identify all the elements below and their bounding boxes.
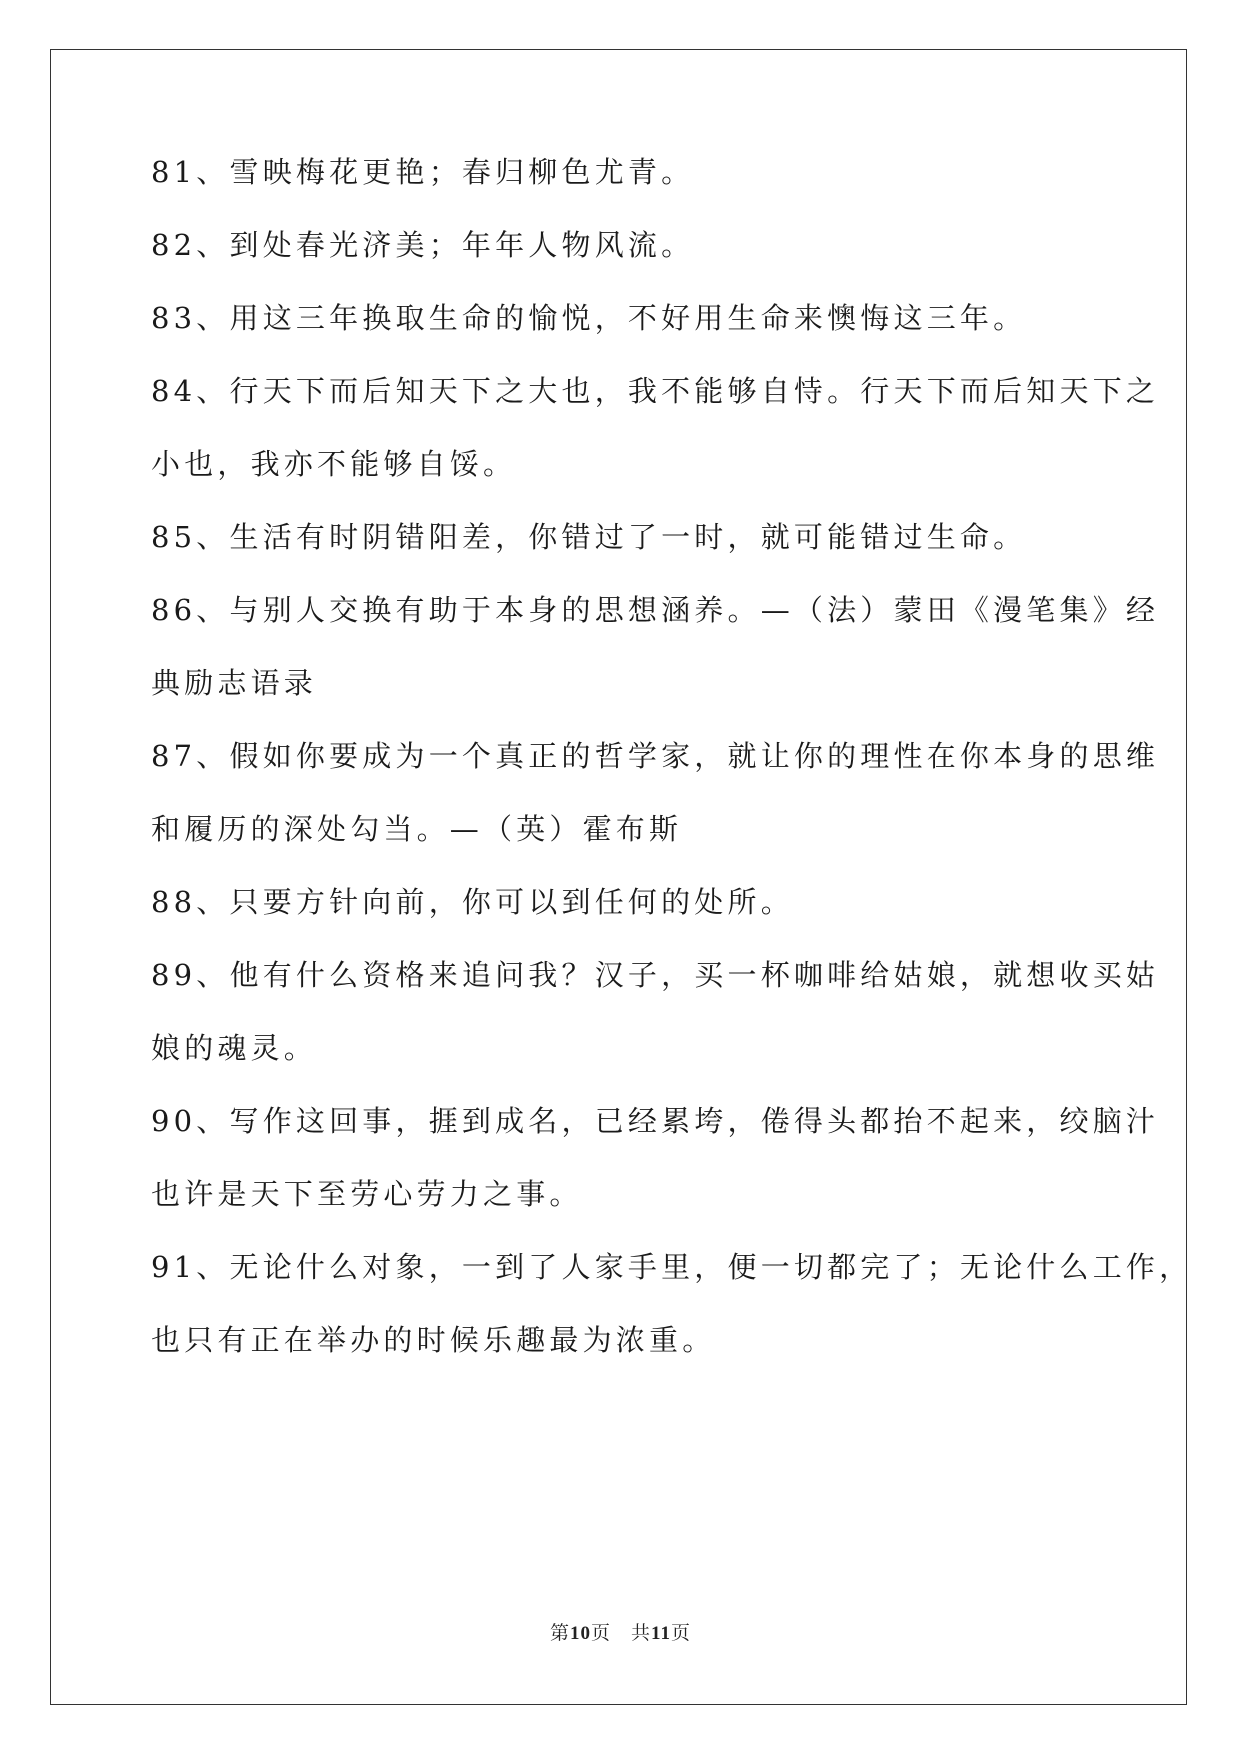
text-line: 91、无论什么对象，一到了人家手里，便一切都完了；无论什么工作， xyxy=(151,1250,1193,1284)
footer-suffix: 页 xyxy=(670,1622,691,1644)
text-line: 89、他有什么资格来追问我？汉子，买一杯咖啡给姑娘，就想收买姑 xyxy=(151,958,1160,992)
text-line: 娘的魂灵。 xyxy=(151,1031,318,1065)
text-line: 也只有正在举办的时候乐趣最为浓重。 xyxy=(151,1323,716,1357)
text-line: 84、行天下而后知天下之大也，我不能够自恃。行天下而后知天下之 xyxy=(151,374,1160,408)
text-line: 88、只要方针向前，你可以到任何的处所。 xyxy=(151,885,794,919)
text-line: 典励志语录 xyxy=(151,666,318,700)
current-page-number: 10 xyxy=(570,1623,592,1644)
total-page-number: 11 xyxy=(651,1623,671,1644)
text-line: 83、用这三年换取生命的愉悦，不好用生命来懊悔这三年。 xyxy=(151,301,1027,335)
text-line: 86、与别人交换有助于本身的思想涵养。—（法）蒙田《漫笔集》经 xyxy=(151,593,1160,627)
footer-middle: 页 共 xyxy=(591,1622,652,1644)
page-footer xyxy=(0,1620,1241,1647)
text-line: 90、写作这回事，捱到成名，已经累垮，倦得头都抬不起来，绞脑汁 xyxy=(151,1104,1160,1138)
text-line: 和履历的深处勾当。—（英）霍布斯 xyxy=(151,812,683,846)
text-line: 81、雪映梅花更艳；春归柳色尤青。 xyxy=(151,155,695,189)
text-line: 也许是天下至劳心劳力之事。 xyxy=(151,1177,583,1211)
text-line: 85、生活有时阴错阳差，你错过了一时，就可能错过生命。 xyxy=(151,520,1027,554)
text-line: 82、到处春光济美；年年人物风流。 xyxy=(151,228,695,262)
text-line: 小也，我亦不能够自馁。 xyxy=(151,447,517,481)
text-line: 87、假如你要成为一个真正的哲学家，就让你的理性在你本身的思维 xyxy=(151,739,1160,773)
footer-prefix: 第 xyxy=(550,1622,571,1644)
